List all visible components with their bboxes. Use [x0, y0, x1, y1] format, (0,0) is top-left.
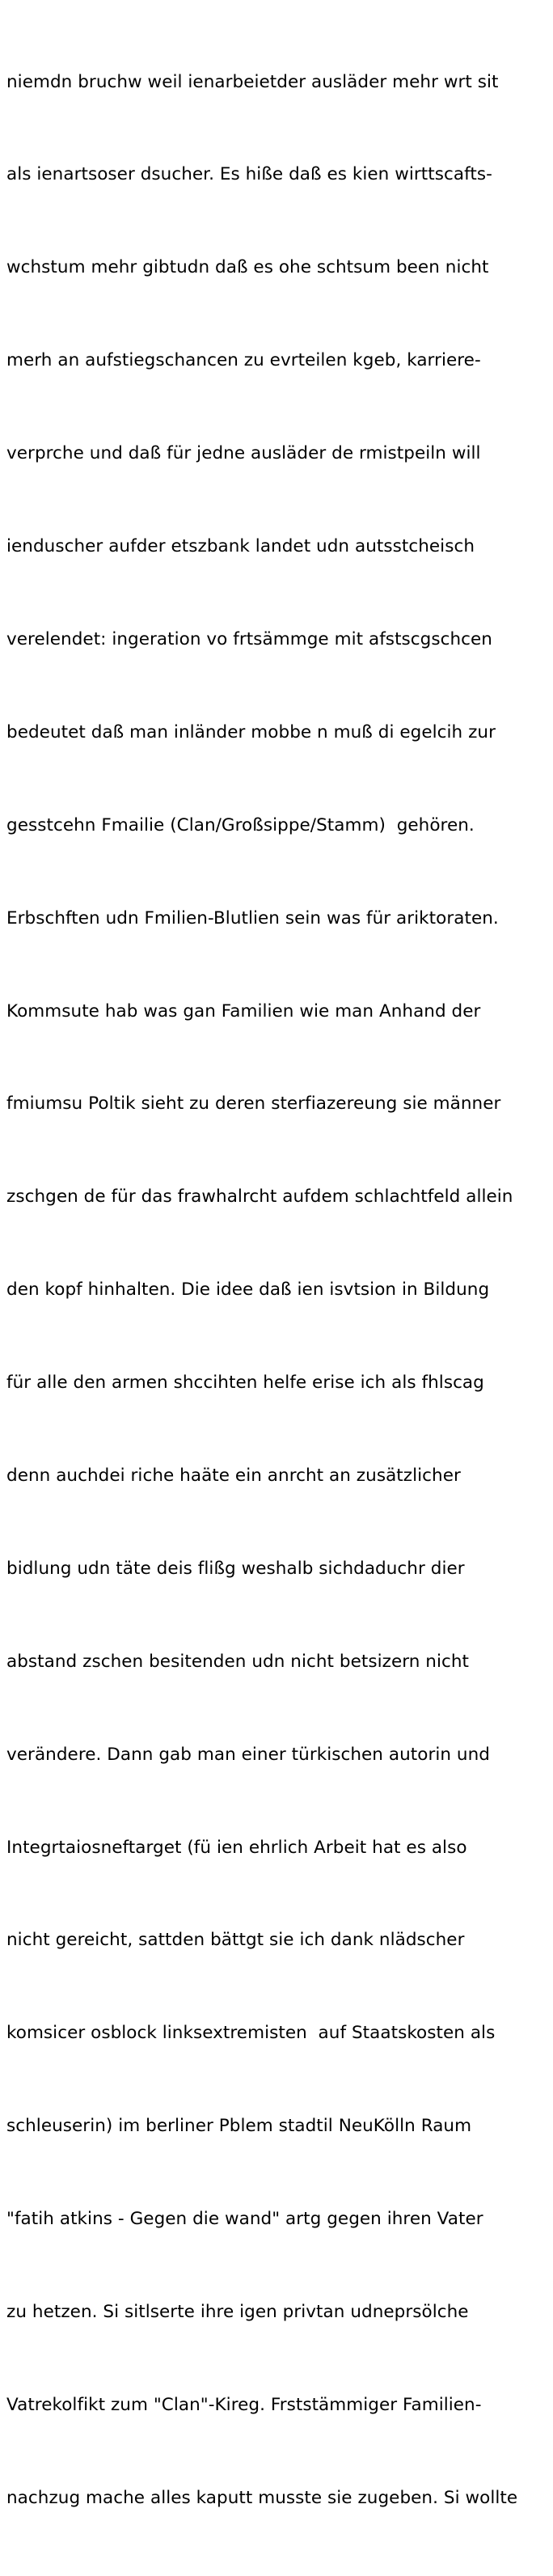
text-line: merh an aufstiegschancen zu evrteilen kgeb, karriere-: [6, 350, 481, 371]
text-line: Vatrekolfikt zum "Clan"-Kireg. Frststämmiger Familien-: [6, 2394, 482, 2415]
text-line: zschgen de für das frawhalrcht aufdem schlachtfeld allein: [6, 1186, 513, 1208]
text-line: nachzug mache alles kaputt musste sie zugeben. Si wollte: [6, 2487, 518, 2508]
text-line: komsicer osblock linksextremisten auf Staatskosten als: [6, 2023, 496, 2044]
text-line: verelendet: ingeration vo frtsämmge mit afstscgschcen: [6, 628, 492, 649]
text-line: den kopf hinhalten. Die idee daß ien isvtsion in Bildung: [6, 1280, 490, 1301]
text-line: Integrtaiosneftarget (fü ien ehrlich Arbeit hat es also: [6, 1837, 467, 1858]
text-line: Erbschften udn Fmilien-Blutlien sein was für ariktoraten.: [6, 907, 499, 928]
text-line: wchstum mehr gibtudn daß es ohe schtsum been nicht: [6, 257, 489, 278]
text-line: denn auchdei riche haäte ein anrcht an zusätzlicher: [6, 1465, 461, 1486]
text-line: nicht gereicht, sattden bättgt sie ich dank nlädscher: [6, 1930, 465, 1951]
body-paragraph: [6, 5, 547, 2576]
text-line: fmiumsu Poltik sieht zu deren sterfiazereung sie männer: [6, 1093, 501, 1115]
text-line: schleuserin) im berliner Pblem stadtil NeuKölln Raum: [6, 2116, 472, 2137]
text-line: niemdn bruchw weil ienarbeietder ausläder mehr wrt sit: [6, 71, 499, 92]
text-line: gesstcehn Fmailie (Clan/Großsippe/Stamm) gehören.: [6, 814, 475, 835]
text-line: ienduscher aufder etszbank landet udn autsstcheisch: [6, 536, 475, 557]
text-line: bedeutet daß man inländer mobbe n muß di egelcih zur: [6, 721, 496, 742]
text-line: bidlung udn täte deis flißg weshalb sichdaduchr dier: [6, 1558, 465, 1579]
text-line: für alle den armen shccihten helfe erise ich als fhlscag: [6, 1373, 484, 1394]
text-line: als ienartsoser dsucher. Es hiße daß es kien wirttscafts-: [6, 164, 492, 185]
text-line: verändere. Dann gab man einer türkischen autorin und: [6, 1744, 490, 1765]
text-line: abstand zschen besitenden udn nicht betsizern nicht: [6, 1651, 470, 1672]
text-line: zu hetzen. Si sitlserte ihre igen privtan udneprsölche: [6, 2301, 469, 2322]
text-line: Kommsute hab was gan Familien wie man Anhand der: [6, 1000, 481, 1022]
text-line: "fatih atkins - Gegen die wand" artg gegen ihren Vater: [6, 2209, 483, 2230]
text-line: verprche und daß für jedne ausläder de rmistpeiln will: [6, 443, 481, 464]
